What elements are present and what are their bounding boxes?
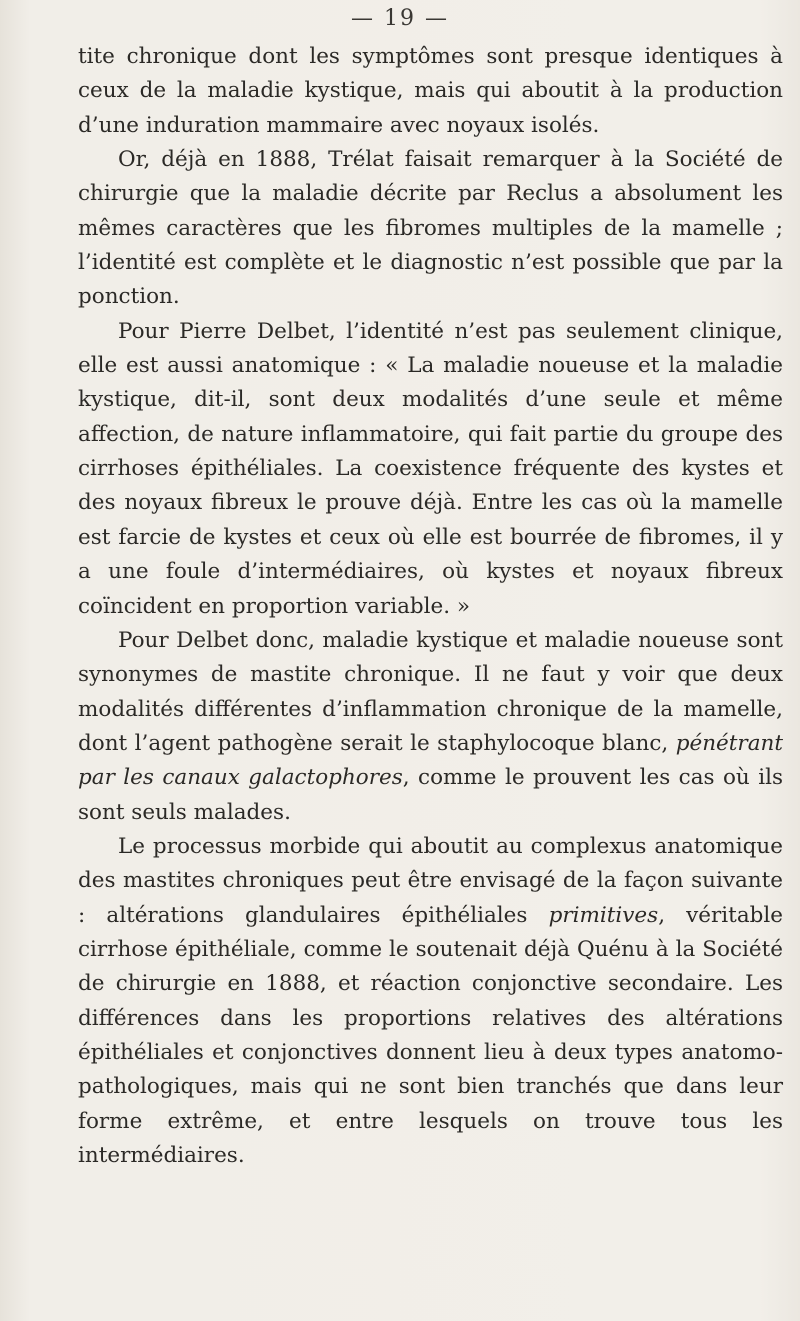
paragraph-5 (78, 830, 783, 1173)
page-number: — 19 — (351, 6, 449, 31)
paragraph-4-text-a: Pour Delbet donc, maladie kystique et maladie noueuse sont synonymes de mastite chronique. Il ne faut y voir que deux modalités différentes d’inflammation chronique de la mamelle, dont l’agent pathogène serait le staphylocoque blanc, (78, 627, 783, 756)
paragraph-5-italic: primitives (548, 902, 659, 928)
paragraph-2: Or, déjà en 1888, Trélat faisait remarquer à la Société de chirurgie que la maladie décrite par Reclus a absolument les mêmes caractères que les fibromes multiples de la mamelle ; l’identité est complète et le diagnostic n’est possible que par la ponction. (78, 147, 783, 310)
paragraph-5-text-b: , véritable cirrhose épithéliale, comme le soutenait déjà Quénu à la Société de chirurgie en 1888, et réaction conjonctive secondaire. Les différences dans les proportions relatives des altérations épithéliales et conjonctives donnent lieu à deux types anatomo-pathologiques, mais qui ne sont bien tranchés que dans leur forme extrême, et entre lesquels on trouve tous les intermédiaires. (78, 902, 784, 1168)
paragraph-4-text-b: , comme le prouvent les cas où ils sont seuls malades. (78, 765, 783, 825)
paragraph-4 (78, 624, 783, 830)
paragraph-3: Pour Pierre Delbet, l’identité n’est pas seulement clinique, elle est aussi anatomique : « La maladie noueuse et la maladie kystique, dit-il, sont deux modalités d’une seule et même affection, de nature inflammatoire, qui fait partie du groupe des cirrhoses épithéliales. La coexistence fréquente des kystes et des noyaux fibreux le prouve déjà. Entre les cas où la mamelle est farcie de kystes et ceux où elle est bourrée de fibromes, il y a une foule d’intermédiaires, où kystes et noyaux fibreux coïncident en proportion variable. » (78, 318, 783, 619)
paragraph-1: tite chronique dont les symptômes sont presque identiques à ceux de la maladie kystique, mais qui aboutit à la production d’une induration mammaire avec noyaux isolés. (78, 44, 783, 138)
body-text (78, 40, 783, 1173)
paragraph-4-italic: pénétrant par les canaux galactophores (78, 730, 783, 791)
paragraph-5-text-a: Le processus morbide qui aboutit au complexus anatomique des mastites chroniques peut être envisagé de la façon suivante : altérations glandulaires épithéliales (78, 833, 783, 928)
